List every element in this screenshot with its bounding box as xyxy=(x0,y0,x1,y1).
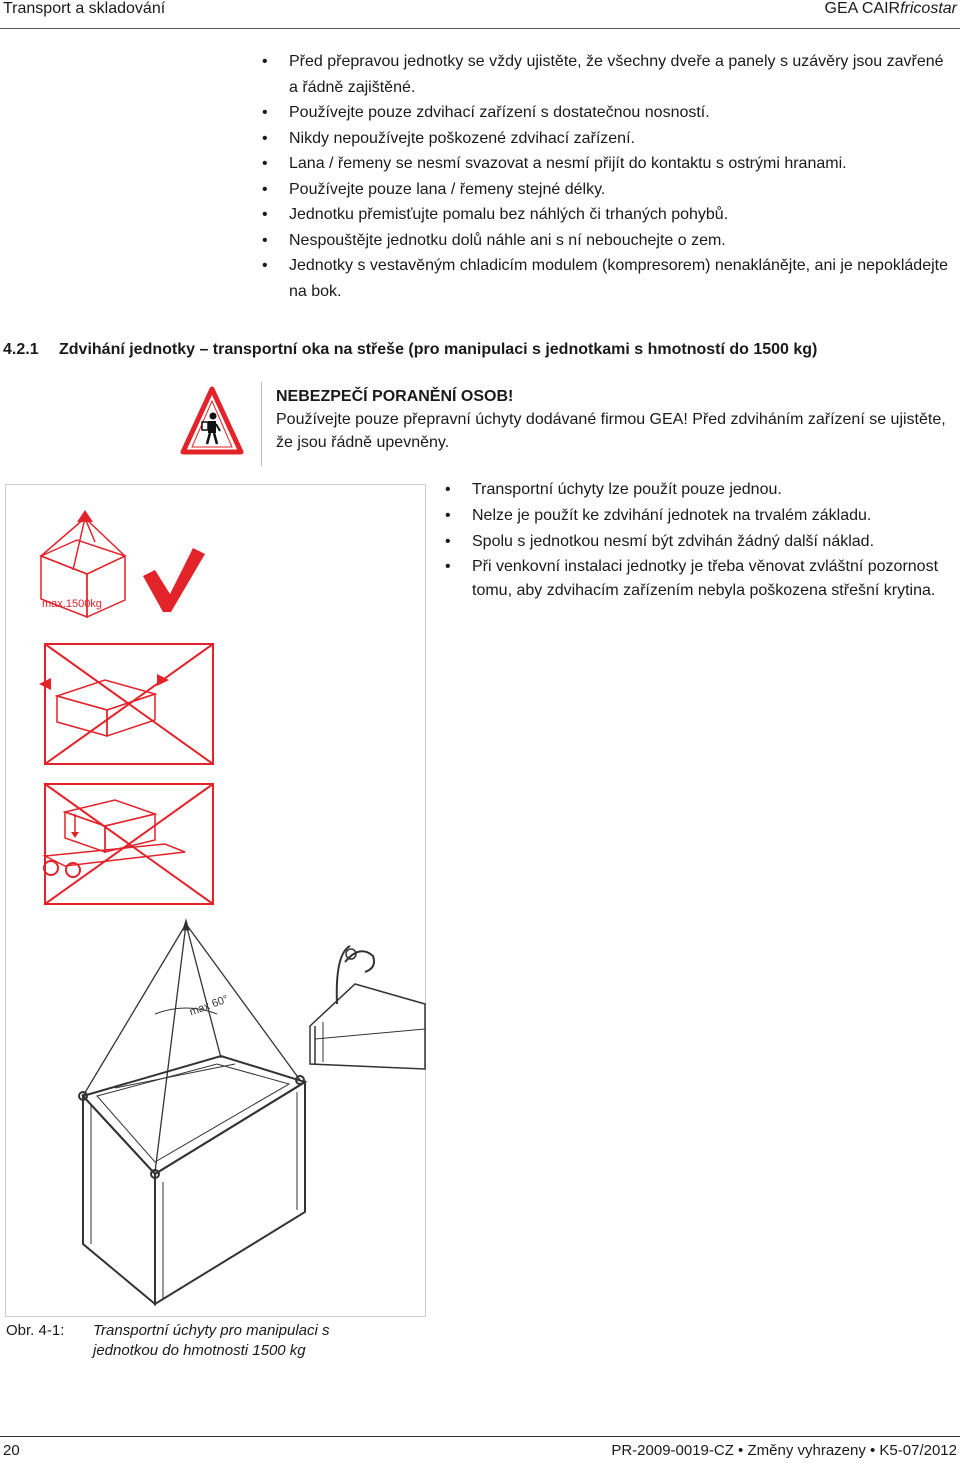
transport-bullet-list xyxy=(445,478,950,605)
list-item: • Transportní úchyty lze použít pouze jednou. xyxy=(445,478,950,502)
warning-person-icon xyxy=(180,386,244,456)
figure-caption-text: Transportní úchyty pro manipulaci s jednotkou do hmotnosti 1500 kg xyxy=(93,1322,330,1359)
warning-block xyxy=(276,385,956,454)
list-item: • Používejte pouze zdvihací zařízení s dostatečnou nosností. xyxy=(262,100,952,126)
lifting-figure xyxy=(5,484,426,1317)
section-title: Zdvihání jednotky – transportní oka na střeše (pro manipulaci s jednotkami s hmotností do 1500 kg) xyxy=(59,341,818,358)
safety-bullet-list xyxy=(262,49,952,304)
header-divider xyxy=(0,28,960,29)
brand-prefix: GEA CAIR xyxy=(824,0,901,17)
header-brand xyxy=(825,0,957,18)
figure-caption-label: Obr. 4-1: xyxy=(6,1322,65,1339)
page-header xyxy=(0,0,960,30)
document-info: PR-2009-0019-CZ • Změny vyhrazeny • K5-07/2012 xyxy=(611,1442,957,1459)
list-item: • Lana / řemeny se nesmí svazovat a nesmí přijít do kontaktu s ostrými hranami. xyxy=(262,151,952,177)
list-item: • Nespouštějte jednotku dolů náhle ani s ní nebouchejte o zem. xyxy=(262,228,952,254)
list-item: • Jednotku přemisťujte pomalu bez náhlých či trhaných pohybů. xyxy=(262,202,952,228)
footer-divider xyxy=(0,1436,960,1437)
list-item: • Při venkovní instalaci jednotky je třeba věnovat zvláštní pozornost tomu, aby zdvihacím zařízením nebyla poškozena střešní krytina. xyxy=(445,555,950,603)
warning-text: Používejte pouze přepravní úchyty dodávané firmou GEA! Před zdviháním zařízení se ujistěte, že jsou řádně upevněny. xyxy=(276,411,946,451)
list-item: • Jednotky s vestavěným chladicím modulem (kompresorem) nenaklánějte, ani je nepokládejte na bok. xyxy=(262,253,952,304)
angle-label: max 60° xyxy=(187,993,231,1019)
list-item: • Spolu s jednotkou nesmí být zdvihán žádný další náklad. xyxy=(445,530,950,554)
section-heading xyxy=(3,341,817,359)
list-item: • Nikdy nepoužívejte poškozené zdvihací zařízení. xyxy=(262,126,952,152)
section-number: 4.2.1 xyxy=(3,341,39,358)
brand-suffix: fricostar xyxy=(900,0,957,17)
warning-title: NEBEZPEČÍ PORANĚNÍ OSOB! xyxy=(276,388,514,405)
warning-divider xyxy=(261,382,262,466)
page-number: 20 xyxy=(3,1442,20,1459)
header-section-title: Transport a skladování xyxy=(3,0,166,17)
list-item: • Před přepravou jednotky se vždy ujistěte, že všechny dveře a panely s uzávěry jsou zavřené a řádně zajištěné. xyxy=(262,49,952,100)
list-item: • Používejte pouze lana / řemeny stejné délky. xyxy=(262,177,952,203)
list-item: • Nelze je použít ke zdvihání jednotek na trvalém základu. xyxy=(445,504,950,528)
max-load-label: max.1500kg xyxy=(42,598,102,610)
